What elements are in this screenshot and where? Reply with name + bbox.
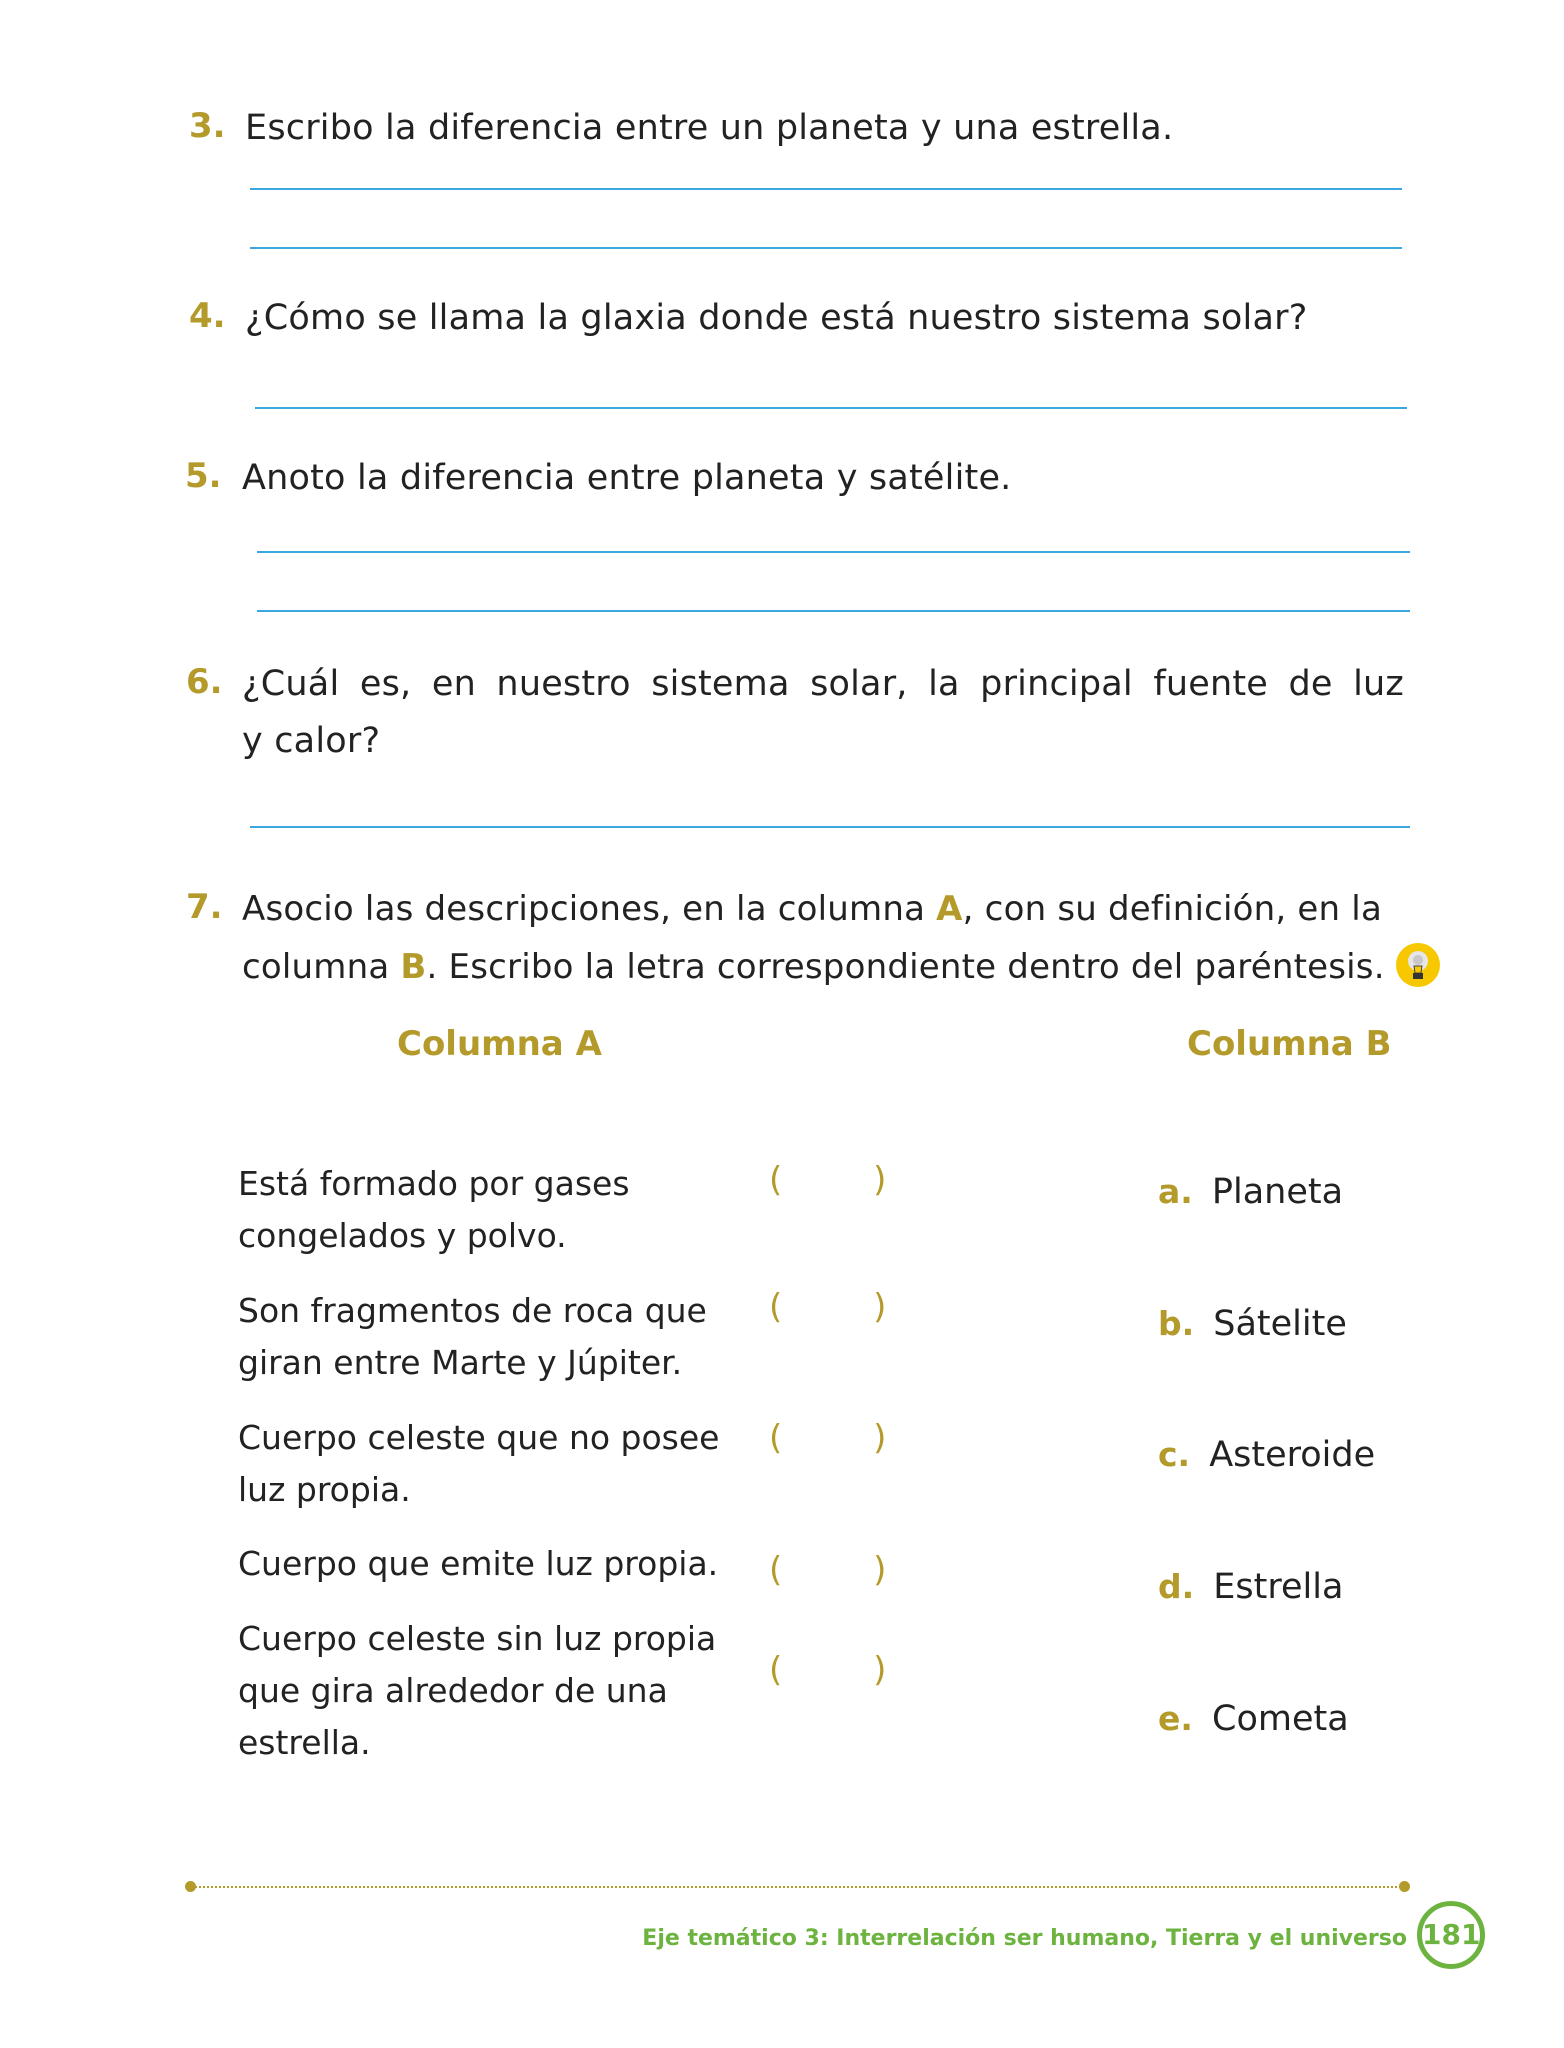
- question-text: Escribo la diferencia entre un planeta y una estrella.: [245, 108, 1174, 148]
- question-text: columna B. Escribo la letra correspondiente dentro del paréntesis.: [242, 945, 1441, 992]
- column-b-item: a. Planeta: [1158, 1172, 1344, 1212]
- divider-dot: [185, 1881, 196, 1892]
- question-text: Asocio las descripciones, en la columna A, con su definición, en la: [242, 889, 1382, 929]
- answer-line[interactable]: [257, 610, 1410, 612]
- question-number: 7.: [186, 887, 223, 927]
- divider-dot: [1399, 1881, 1410, 1892]
- column-a-item: Cuerpo que emite luz propia.: [238, 1544, 719, 1583]
- lightbulb-icon: [1395, 942, 1441, 988]
- column-a-header: Columna A: [397, 1024, 602, 1064]
- question-text: ¿Cómo se llama la glaxia donde está nuestro sistema solar?: [245, 298, 1308, 338]
- question-number: 3.: [189, 106, 226, 146]
- answer-parentheses[interactable]: ( ): [769, 1550, 927, 1590]
- answer-parentheses[interactable]: ( ): [769, 1287, 927, 1327]
- question-text: y calor?: [242, 721, 381, 761]
- page-number: 181: [1417, 1901, 1485, 1969]
- column-b-item: c. Asteroide: [1158, 1435, 1376, 1475]
- column-a-item: Son fragmentos de roca que giran entre Marte y Júpiter.: [238, 1291, 707, 1382]
- question-number: 5.: [185, 456, 222, 496]
- answer-line[interactable]: [250, 247, 1402, 249]
- answer-line[interactable]: [250, 826, 1410, 828]
- footer-text: Eje temático 3: Interrelación ser humano, Tierra y el universo: [642, 1926, 1407, 1951]
- column-b-item: d. Estrella: [1158, 1567, 1344, 1607]
- column-a-item: Cuerpo celeste sin luz propia que gira alrededor de una estrella.: [238, 1619, 717, 1762]
- footer-divider: [190, 1886, 1405, 1888]
- column-b-header: Columna B: [1187, 1024, 1392, 1064]
- column-b-item: b. Sátelite: [1158, 1304, 1347, 1344]
- answer-parentheses[interactable]: ( ): [769, 1650, 927, 1690]
- answer-parentheses[interactable]: ( ): [769, 1418, 927, 1458]
- answer-parentheses[interactable]: ( ): [769, 1160, 927, 1200]
- answer-line[interactable]: [250, 188, 1402, 190]
- column-a-item: Cuerpo celeste que no posee luz propia.: [238, 1418, 720, 1509]
- column-a-item: Está formado por gases congelados y polvo.: [238, 1164, 630, 1255]
- question-number: 4.: [189, 296, 226, 336]
- column-b-item: e. Cometa: [1158, 1699, 1349, 1739]
- answer-line[interactable]: [255, 407, 1407, 409]
- answer-line[interactable]: [257, 551, 1410, 553]
- question-number: 6.: [186, 662, 223, 702]
- question-text: Anoto la diferencia entre planeta y satélite.: [242, 458, 1012, 498]
- question-text: ¿Cuál es, en nuestro sistema solar, la principal fuente de luz: [242, 664, 1404, 704]
